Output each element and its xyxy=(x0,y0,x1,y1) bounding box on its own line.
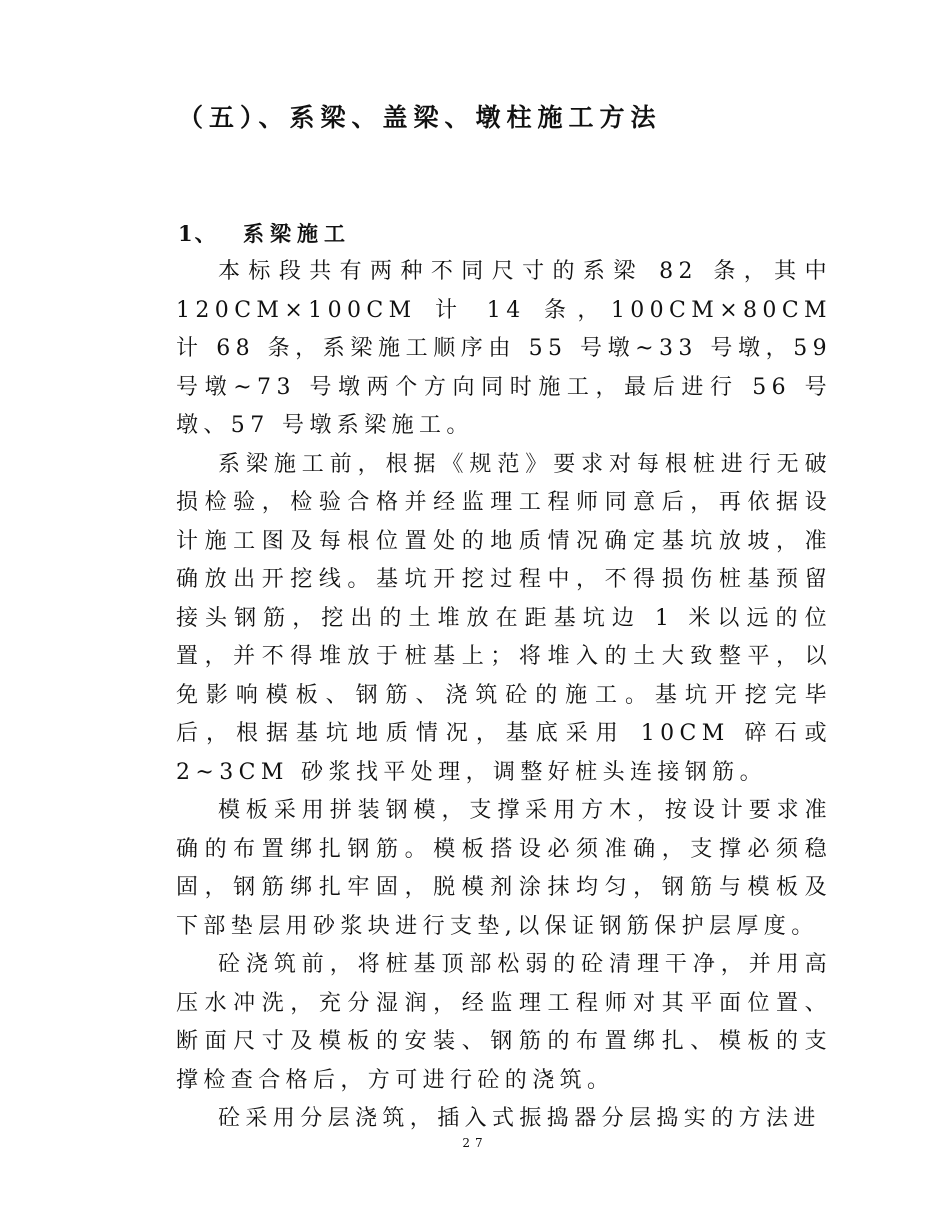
paragraph: 系梁施工前，根据《规范》要求对每根桩进行无破损检验，检验合格并经监理工程师同意后，再依据设计施工图及每根位置处的地质情况确定基坑放坡，准确放出开挖线。基坑开挖过程中，不得损伤桩基预留接头钢筋，挖出的土堆放在距基坑边 1 米以远的位置，并不得堆放于桩基上；将堆入的土大致整平，以免影响模板、钢筋、浇筑砼的施工。基坑开挖完毕后，根据基坑地质情况，基底采用 10CM 碎石或 2~3CM 砂浆找平处理，调整好桩头连接钢筋。 xyxy=(176,451,832,785)
paragraph: 砼采用分层浇筑，插入式振捣器分层捣实的方法进 xyxy=(218,1106,821,1131)
section-number: 1、 xyxy=(178,221,218,246)
page-title: （五）、系梁、盖梁、墩柱施工方法 xyxy=(178,103,662,132)
paragraph: 砼浇筑前，将桩基顶部松弱的砼清理干净，并用高压水冲洗，充分湿润，经监理工程师对其平面位置、断面尺寸及模板的安装、钢筋的布置绑扎、模板的支撑检查合格后，方可进行砼的浇筑。 xyxy=(176,952,832,1093)
paragraph: 本标段共有两种不同尺寸的系梁 82 条，其中 120CM×100CM 计 14 条，100CM×80CM 计 68 条，系梁施工顺序由 55 号墩~33 号墩，59 号墩~73 号墩两个方向同时施工，最后进行 56 号墩、57 号墩系梁施工。 xyxy=(176,259,832,438)
section-heading xyxy=(178,218,351,248)
body-text xyxy=(176,253,832,1139)
section-label: 系梁施工 xyxy=(243,221,351,246)
paragraph: 模板采用拼装钢模，支撑采用方木，按设计要求准确的布置绑扎钢筋。模板搭设必须准确，支撑必须稳固，钢筋绑扎牢固，脱模剂涂抹均匀，钢筋与模板及下部垫层用砂浆块进行支垫,以保证钢筋保护层厚度。 xyxy=(176,798,832,939)
page-number: 27 xyxy=(462,1136,488,1150)
